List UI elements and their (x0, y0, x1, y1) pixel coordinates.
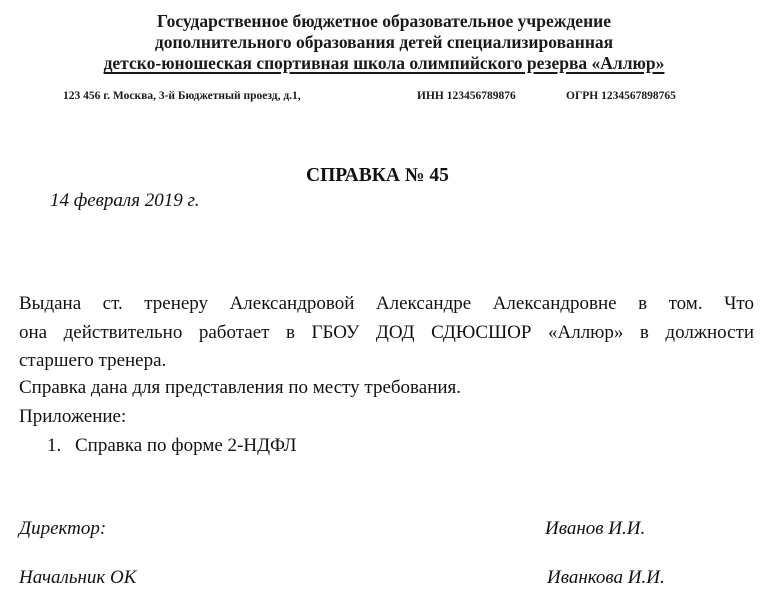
organization-address: 123 456 г. Москва, 3-й Бюджетный проезд, д.1, (63, 90, 301, 102)
document-title: СПРАВКА № 45 (306, 165, 449, 186)
organization-inn: ИНН 123456789876 (417, 90, 516, 102)
organization-ogrn: ОГРН 1234567898765 (566, 90, 676, 102)
organization-name-underlined: детско-юношеская спортивная школа олимпийского резерва «Аллюр» (103, 53, 665, 73)
signature-role-director: Директор: (19, 518, 107, 539)
attachment-list-item (47, 435, 297, 457)
signature-role-hr-head: Начальник ОК (19, 567, 137, 588)
attachment-label: Приложение: (19, 406, 127, 427)
body-paragraph-1-line-1: Выдана ст. тренеру Александровой Александре Александровне в том. Что (19, 293, 754, 314)
attachment-text: Справка по форме 2-НДФЛ (75, 435, 297, 456)
organization-name-line-1: Государственное бюджетное образовательное учреждение (156, 11, 612, 31)
body-paragraph-2: Справка дана для представления по месту требования. (19, 377, 462, 398)
organization-name-line-3 (0, 53, 768, 73)
body-paragraph-1-line-2: она действительно работает в ГБОУ ДОД СДЮСШОР «Аллюр» в должности (19, 322, 754, 343)
organization-name-line-2: дополнительного образования детей специализированная (154, 32, 614, 52)
attachment-number: 1. (47, 435, 62, 456)
signature-name-director: Иванов И.И. (545, 518, 646, 539)
document-date: 14 февраля 2019 г. (50, 190, 200, 211)
body-paragraph-1-line-3: старшего тренера. (19, 350, 167, 371)
signature-name-hr-head: Иванкова И.И. (547, 567, 665, 588)
